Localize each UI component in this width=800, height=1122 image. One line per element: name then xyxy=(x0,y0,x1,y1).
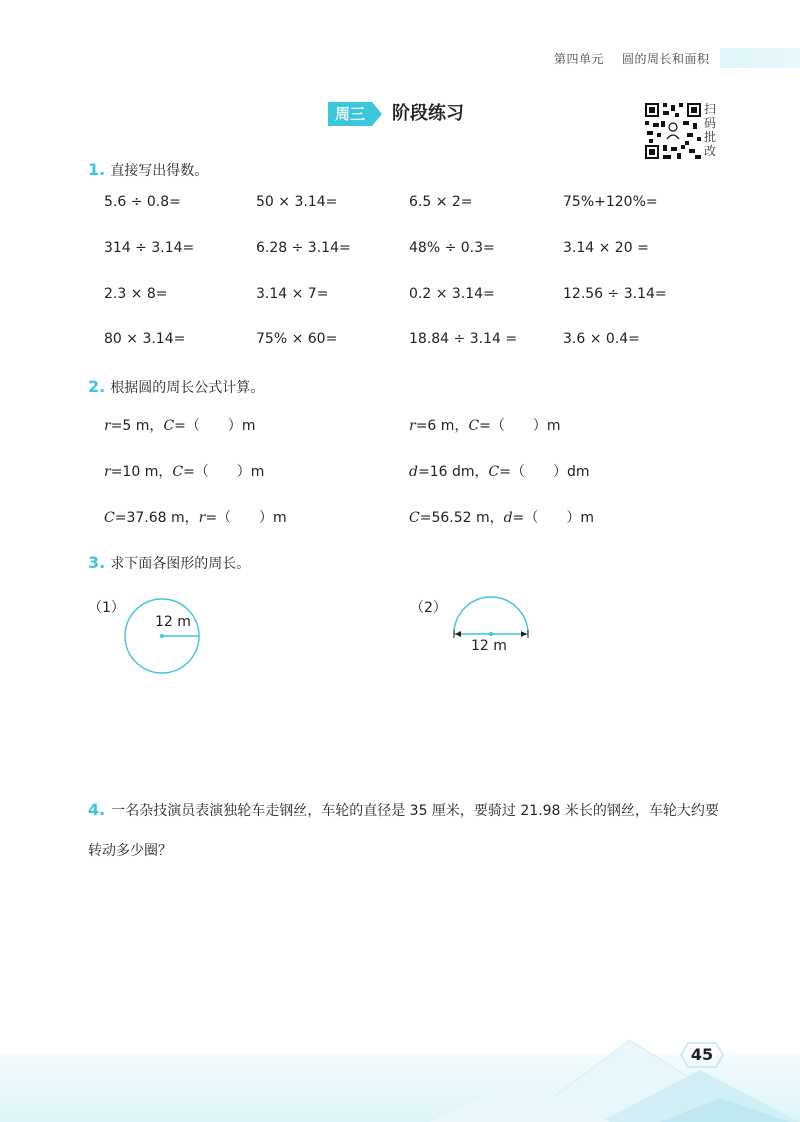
q4-problem xyxy=(88,790,728,871)
calc-item: 314 ÷ 3.14= xyxy=(104,240,195,256)
page-number-frame xyxy=(680,1042,724,1068)
calc-item: 3.6 × 0.4= xyxy=(563,331,640,347)
q1-number: 1. xyxy=(88,160,106,179)
formula-item xyxy=(104,507,287,527)
given-variable: d xyxy=(409,464,418,480)
q3-number: 3. xyxy=(88,553,106,572)
formula-item xyxy=(409,415,561,435)
given-variable: r xyxy=(104,418,111,434)
figure1-label: （1） xyxy=(88,600,125,616)
calc-item: 3.14 × 20 = xyxy=(563,240,649,256)
given-value: =10 m， xyxy=(110,464,173,480)
calc-item: 48% ÷ 0.3= xyxy=(409,240,495,256)
calc-item: 75%+120%= xyxy=(563,194,658,210)
formula-item xyxy=(409,507,594,527)
formula-item xyxy=(409,461,589,481)
given-value: =16 dm， xyxy=(417,464,489,480)
q1-title: 直接写出得数。 xyxy=(110,163,209,179)
given-value: =5 m， xyxy=(110,418,164,434)
formula-item xyxy=(104,415,256,435)
find-variable: C xyxy=(172,464,184,480)
badge-arrow xyxy=(372,102,382,126)
diameter-label: 12 m xyxy=(471,638,507,654)
given-variable: r xyxy=(104,464,111,480)
footer-decoration xyxy=(0,1020,800,1122)
calc-item: 6.28 ÷ 3.14= xyxy=(256,240,351,256)
calc-item: 80 × 3.14= xyxy=(104,331,186,347)
chapter-label: 圆的周长和面积 xyxy=(622,52,710,66)
given-variable: C xyxy=(409,510,420,526)
formula-item xyxy=(104,461,264,481)
calc-item: 18.84 ÷ 3.14 = xyxy=(409,331,518,347)
answer-blank[interactable]: =（ ）m xyxy=(183,464,265,480)
scan-label: 扫码批改 xyxy=(704,102,717,158)
calc-item: 5.6 ÷ 0.8= xyxy=(104,194,181,210)
calc-item: 0.2 × 3.14= xyxy=(409,286,495,302)
find-variable: r xyxy=(198,510,206,526)
find-variable: C xyxy=(163,418,175,434)
calc-item: 3.14 × 7= xyxy=(256,286,329,302)
page-title: 阶段练习 xyxy=(392,103,464,124)
q4-number: 4. xyxy=(88,800,106,819)
answer-blank[interactable]: =（ ）dm xyxy=(499,464,590,480)
given-value: =56.52 m， xyxy=(419,510,504,526)
find-variable: C xyxy=(468,418,480,434)
header-band xyxy=(720,48,800,68)
find-variable: d xyxy=(503,510,513,526)
calc-item: 75% × 60= xyxy=(256,331,338,347)
q2-heading xyxy=(88,377,264,397)
q3-heading xyxy=(88,553,250,573)
page-number: 45 xyxy=(690,1045,714,1064)
q4-text: 一名杂技演员表演独轮车走钢丝，车轮的直径是 35 厘米，要骑过 21.98 米长的钢丝，车轮大约要转动多少圈？ xyxy=(88,803,719,859)
q1-heading xyxy=(88,160,208,180)
given-value: =6 m， xyxy=(415,418,469,434)
circle-figure xyxy=(120,596,206,678)
day-badge: 周三 xyxy=(328,102,372,126)
answer-blank[interactable]: =（ ）m xyxy=(512,510,594,526)
given-variable: C xyxy=(104,510,115,526)
q2-number: 2. xyxy=(88,377,106,396)
unit-label: 第四单元 xyxy=(554,52,605,66)
given-value: =37.68 m， xyxy=(114,510,199,526)
answer-blank[interactable]: =（ ）m xyxy=(479,418,561,434)
q2-title: 根据圆的周长公式计算。 xyxy=(110,380,265,396)
answer-blank[interactable]: =（ ）m xyxy=(174,418,256,434)
find-variable: C xyxy=(488,464,500,480)
calc-item: 50 × 3.14= xyxy=(256,194,338,210)
calc-item: 12.56 ÷ 3.14= xyxy=(563,286,667,302)
radius-label: 12 m xyxy=(155,614,191,630)
qr-code[interactable] xyxy=(645,103,701,159)
answer-blank[interactable]: =（ ）m xyxy=(205,510,287,526)
given-variable: r xyxy=(409,418,416,434)
figure2-label: （2） xyxy=(410,600,447,616)
semicircle-figure xyxy=(448,594,534,642)
q3-title: 求下面各图形的周长。 xyxy=(110,556,251,572)
calc-item: 2.3 × 8= xyxy=(104,286,168,302)
calc-item: 6.5 × 2= xyxy=(409,194,473,210)
